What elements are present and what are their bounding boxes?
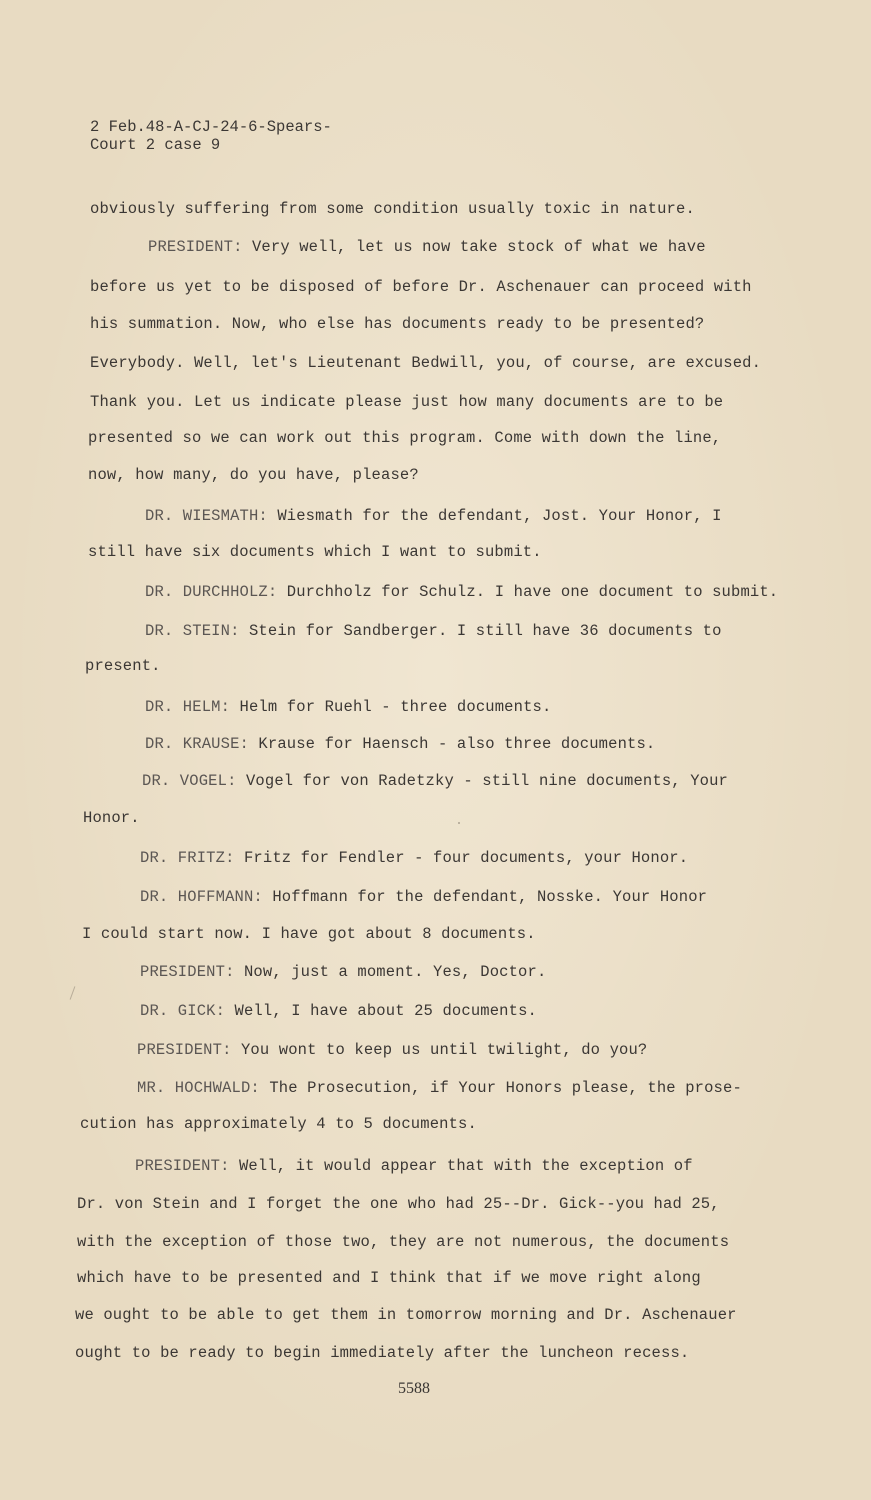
speaker-label: DR. STEIN: xyxy=(145,622,240,640)
speaker-label: DR. HELM: xyxy=(145,698,231,716)
text-line: Dr. von Stein and I forget the one who had 25--Dr. Gick--you had 25, xyxy=(77,1195,720,1213)
text-line: still have six documents which I want to submit. xyxy=(88,543,542,561)
speaker-label: DR. HOFFMANN: xyxy=(140,888,263,906)
header-line-1: 2 Feb.48-A-CJ-24-6-Spears- xyxy=(90,118,332,136)
text-line: with the exception of those two, they are not numerous, the documents xyxy=(77,1233,730,1251)
text-line: his summation. Now, who else has documents ready to be presented? xyxy=(90,315,705,333)
text-line: PRESIDENT: You wont to keep us until twilight, do you? xyxy=(137,1041,648,1059)
speaker-label: PRESIDENT: xyxy=(137,1041,232,1059)
speaker-label: PRESIDENT: xyxy=(140,963,235,981)
text-line: PRESIDENT: Very well, let us now take stock of what we have xyxy=(148,238,706,256)
text-line: Everybody. Well, let's Lieutenant Bedwill, you, of course, are excused. xyxy=(90,354,762,372)
speaker-label: MR. HOCHWALD: xyxy=(137,1079,260,1097)
speaker-label: PRESIDENT: xyxy=(135,1157,230,1175)
text-line: now, how many, do you have, please? xyxy=(88,466,419,484)
speaker-label: DR. KRAUSE: xyxy=(145,735,249,753)
text-line: DR. WIESMATH: Wiesmath for the defendant, Jost. Your Honor, I xyxy=(145,507,722,525)
text-line: we ought to be able to get them in tomorrow morning and Dr. Aschenauer xyxy=(75,1306,737,1324)
text-line: cution has approximately 4 to 5 documents. xyxy=(80,1115,477,1133)
text-line: DR. STEIN: Stein for Sandberger. I still have 36 documents to xyxy=(145,622,722,640)
page-number: 5588 xyxy=(398,1380,430,1397)
speaker-label: PRESIDENT: xyxy=(148,238,243,256)
text-line: PRESIDENT: Well, it would appear that with the exception of xyxy=(135,1157,693,1175)
text-line: ought to be ready to begin immediately after the luncheon recess. xyxy=(75,1344,690,1362)
header-line-2: Court 2 case 9 xyxy=(90,136,221,154)
text-line: Thank you. Let us indicate please just how many documents are to be xyxy=(90,393,724,411)
speaker-label: DR. FRITZ: xyxy=(140,849,235,867)
text-line: before us yet to be disposed of before Dr. Aschenauer can proceed with xyxy=(90,278,752,296)
text-line: DR. FRITZ: Fritz for Fendler - four documents, your Honor. xyxy=(140,849,689,867)
text-line: obviously suffering from some condition usually toxic in nature. xyxy=(90,200,695,218)
text-line: present. xyxy=(85,657,161,675)
text-line: PRESIDENT: Now, just a moment. Yes, Doctor. xyxy=(140,963,547,981)
text-line: DR. GICK: Well, I have about 25 documents. xyxy=(140,1002,537,1020)
text-line: DR. DURCHHOLZ: Durchholz for Schulz. I have one document to submit. xyxy=(145,583,779,601)
text-line: MR. HOCHWALD: The Prosecution, if Your Honors please, the prose- xyxy=(137,1079,742,1097)
speaker-label: DR. DURCHHOLZ: xyxy=(145,583,278,601)
text-line: I could start now. I have got about 8 documents. xyxy=(82,925,536,943)
speaker-label: DR. GICK: xyxy=(140,1002,226,1020)
stray-mark xyxy=(458,822,460,824)
text-line: which have to be presented and I think that if we move right along xyxy=(77,1269,701,1287)
text-line: DR. HELM: Helm for Ruehl - three documents. xyxy=(145,698,552,716)
text-line: DR. HOFFMANN: Hoffmann for the defendant, Nosske. Your Honor xyxy=(140,888,708,906)
speaker-label: DR. WIESMATH: xyxy=(145,507,268,525)
text-line: DR. KRAUSE: Krause for Haensch - also three documents. xyxy=(145,735,656,753)
text-line: Honor. xyxy=(83,809,140,827)
speaker-label: DR. VOGEL: xyxy=(142,772,237,790)
text-line: DR. VOGEL: Vogel for von Radetzky - still nine documents, Your xyxy=(142,772,728,790)
document-header xyxy=(90,118,332,154)
stray-mark xyxy=(70,986,76,999)
text-line: presented so we can work out this program. Come with down the line, xyxy=(88,429,722,447)
